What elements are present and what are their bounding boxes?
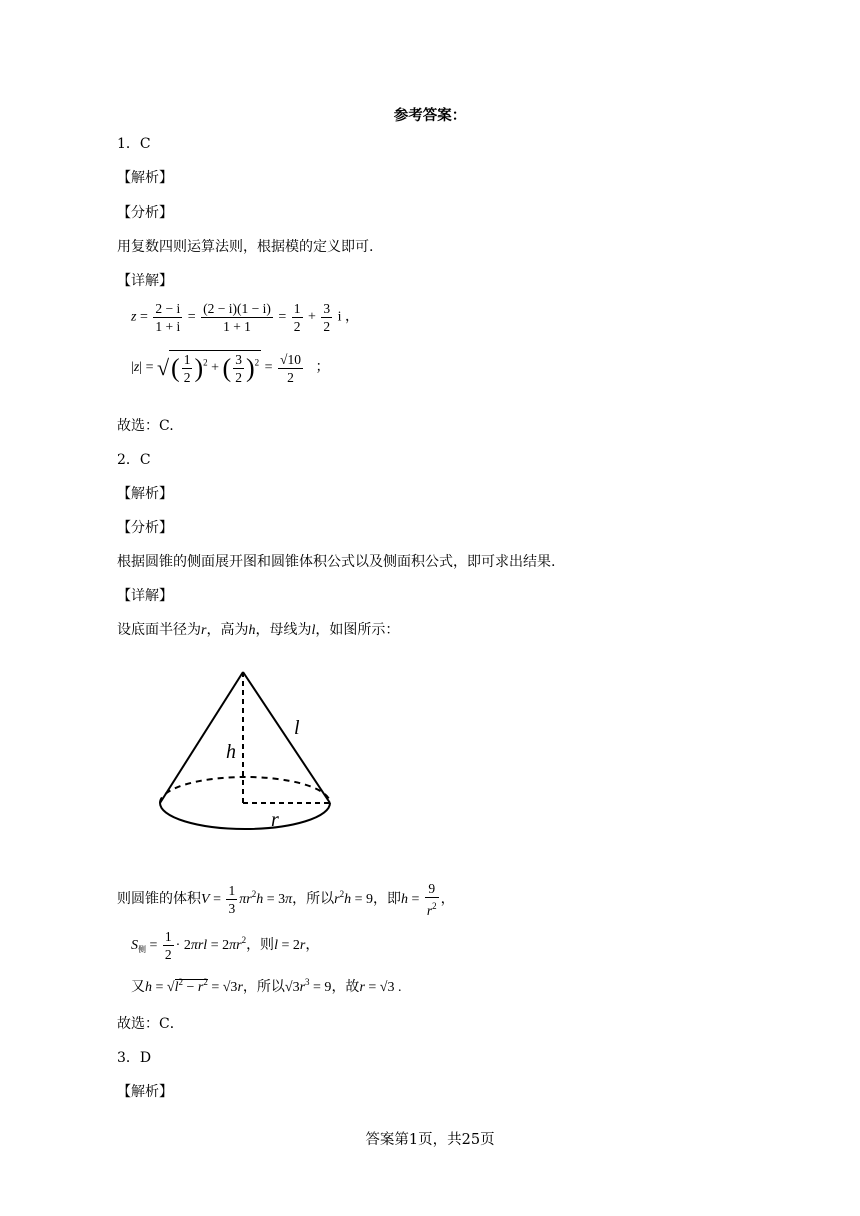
q1-xiangjie-heading: 【详解】 — [117, 273, 173, 289]
cone-slant-right — [243, 672, 330, 803]
page-title: 参考答案： — [393, 107, 467, 124]
q2-choose: 故选：C． — [117, 1016, 184, 1032]
cone-base-back — [160, 777, 330, 803]
q1-equation-modulus: |z| = √( $\frac{1}{2}$ )$^2$ + ( $\frac{3}{2}$ )$^2$ = $\frac{√10}{2}$ ； — [131, 351, 330, 385]
label-l: l — [294, 717, 300, 739]
q2-fenxi-heading: 【分析】 — [117, 520, 173, 536]
q1-analysis: 用复数四则运算法则，根据模的定义即可. — [117, 239, 374, 255]
q2-jiexi-heading: 【解析】 — [117, 486, 173, 502]
q1-equation-z: z = $\frac{2 - i}{1 + i}$ = $\frac{(2 - i)(1 - i)}{1 + 1}$ = $\frac{1}{2}$ + $\frac{3}{2}$ i ， — [131, 301, 360, 334]
q3-jiexi-heading: 【解析】 — [117, 1084, 173, 1100]
q2-analysis: 根据圆锥的侧面展开图和圆锥体积公式以及侧面积公式，即可求出结果. — [117, 554, 556, 570]
cone-slant-left — [160, 672, 243, 803]
q1-fenxi-heading: 【分析】 — [117, 205, 173, 221]
q2-xiangjie-heading: 【详解】 — [117, 588, 173, 604]
label-r: r — [271, 809, 279, 831]
q1-answer: 1．C — [117, 136, 151, 152]
q3-answer: 3．D — [117, 1050, 152, 1066]
page-footer: 答案第1页，共25页 — [365, 1132, 495, 1148]
q1-jiexi-heading: 【解析】 — [117, 170, 173, 186]
q1-choose: 故选：C. — [117, 418, 174, 434]
q2-setup-line: 设底面半径为r，高为h，母线为l，如图所示： — [117, 622, 400, 638]
q2-answer: 2．C — [117, 452, 151, 468]
label-h: h — [226, 741, 236, 763]
q2-height-line: 又$h = √l^2 - r^2 = √3r$，所以$√3r^3 = 9$，故r = √3 . — [131, 977, 402, 995]
q2-side-area-line: $S_侧$ = $\frac{1}{2}$ · $2\pi rl = 2\pi r^2$，则l = 2r， — [131, 929, 320, 963]
q2-volume-line: 则圆锥的体积V = $\frac{1}{3}$ $\pi r^2h = 3\pi$，所以$r^2h = 9$，即h = $\frac{9}{r^2}$ ， — [117, 881, 455, 919]
cone-figure — [150, 662, 350, 842]
